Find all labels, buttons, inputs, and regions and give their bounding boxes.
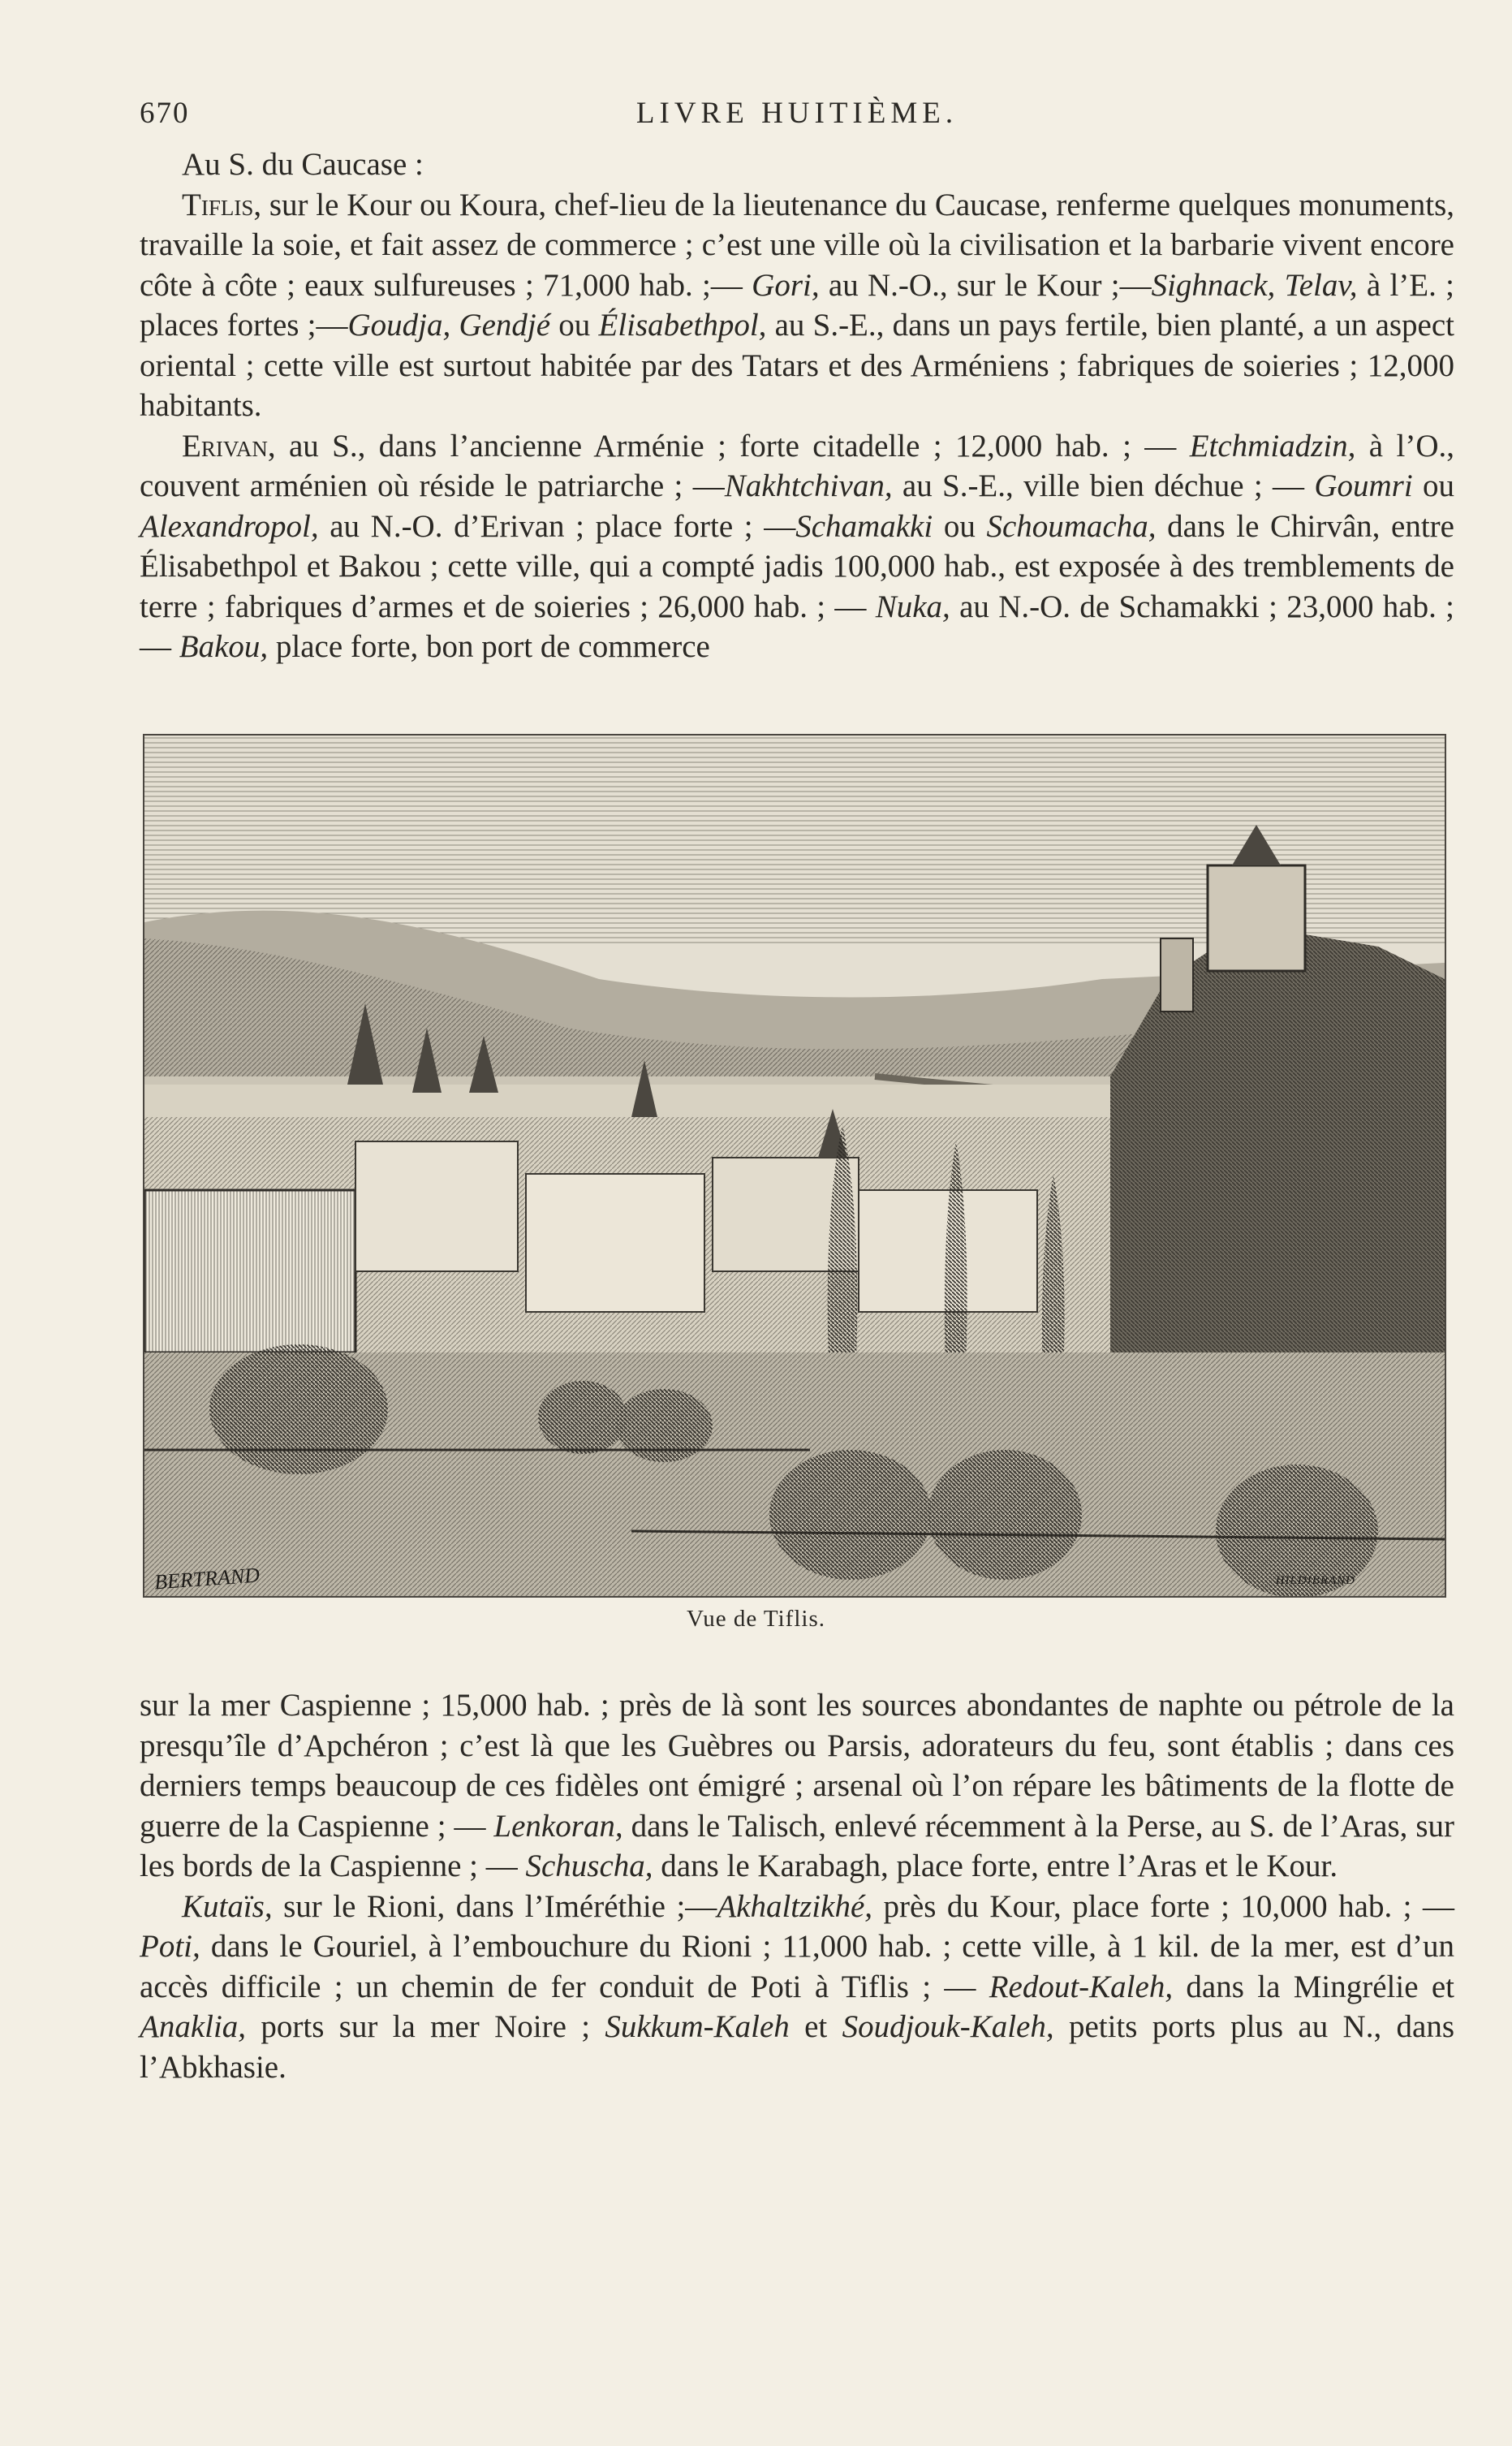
page-number: 670 bbox=[140, 97, 190, 130]
engraver-signature-left: BERTRAND bbox=[153, 1563, 261, 1594]
paragraph-erivan: Erivan, au S., dans l’ancienne Arménie ; forte citadelle ; 12,000 hab. ; — Etchmiadzin, à l’O., couvent arménien où réside le patriarche ; —Nakhtchivan, au S.-E., ville bien déchue ; — Goumri ou Alexandropol, au N.-O. d’Erivan ; place forte ; —Schamakki ou Schoumacha, dans le Chirvân, entre Élisabethpol et Bakou ; cette ville, qui a compté jadis 100,000 hab., est exposée à des tremblements de terre ; fabriques d’armes et de soieries ; 26,000 hab. ; — Nuka, au N.-O. de Schamakki ; 23,000 hab. ; — Bakou, place forte, bon port de commerce bbox=[140, 428, 1454, 664]
engraver-signature-right: HILDIBRAND bbox=[1275, 1574, 1355, 1587]
place-heading: Tiflis, bbox=[182, 187, 262, 222]
paragraph-tiflis: Tiflis, sur le Kour ou Koura, chef-lieu de la lieutenance du Caucase, renferme quelques monuments, travaille la soie, et fait assez de commerce ; c’est une ville où la civilisation et la barbarie vivent encore côte à côte ; eaux sulfureuses ; 71,000 hab. ;— Gori, au N.-O., sur le Kour ;—Sighnack, Telav, à l’E. ; places fortes ;—Goudja, Gendjé ou Élisabethpol, au S.-E., dans un pays fertile, bien planté, a un aspect oriental ; cette ville est surtout habitée par des Tatars et des Arméniens ; fabriques de soieries ; 12,000 habitants. bbox=[140, 187, 1455, 423]
engraving-view-of-tiflis bbox=[143, 734, 1446, 1598]
figure-caption: Vue de Tiflis. bbox=[687, 1606, 825, 1632]
paragraph-continuation: sur la mer Caspienne ; 15,000 hab. ; près de là sont les sources abondantes de naphte ou pétrole de la presqu’île d’Apchéron ; c’est là que les Guèbres ou Parsis, adorateurs du feu, sont établis ; dans ces derniers temps beaucoup de ces fidèles ont émigré ; arsenal où l’on répare les bâtiments de la flotte de guerre de la Caspienne ; — Lenkoran, dans le Talisch, enlevé récemment à la Perse, au S. de l’Aras, sur les bords de la Caspienne ; — Schuscha, dans le Karabagh, place forte, entre l’Aras et le Kour. bbox=[140, 1688, 1454, 1883]
intro-line: Au S. du Caucase : bbox=[182, 147, 424, 182]
place-heading: Erivan, bbox=[182, 428, 276, 464]
bathhouse-domes bbox=[144, 1344, 1445, 1596]
engraving-illustration bbox=[144, 736, 1445, 1596]
page-header bbox=[140, 96, 1454, 135]
top-text-block bbox=[140, 145, 1454, 667]
running-title: LIVRE HUITIÈME. bbox=[635, 97, 958, 130]
paragraph-kutais: Kutaïs, sur le Rioni, dans l’Iméréthie ;—Akhaltzikhé, près du Kour, place forte ; 10,000 hab. ; — Poti, dans le Gouriel, à l’embouchure du Rioni ; 11,000 hab. ; cette ville, à 1 kil. de la mer, est d’un accès difficile ; un chemin de fer conduit de Poti à Tiflis ; — Redout-Kaleh, dans la Mingrélie et Anaklia, ports sur la mer Noire ; Sukkum-Kaleh et Soudjouk-Kaleh, petits ports plus au N., dans l’Abkhasie. bbox=[140, 1888, 1454, 2085]
bottom-text-block bbox=[140, 1685, 1454, 2087]
